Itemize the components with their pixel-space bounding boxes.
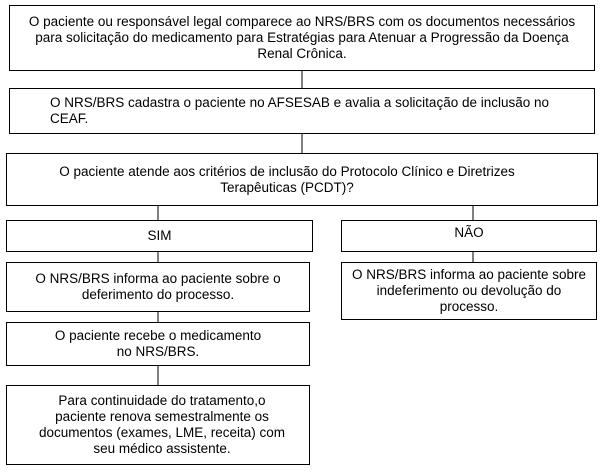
register-box <box>9 88 595 134</box>
decision-text: O paciente atende aos critérios de inclusão do Protocolo Clínico e Diretrizes Terapêuticas (PCDT)? <box>59 163 515 195</box>
receive-text: O paciente recebe o medicamento no NRS/BRS. <box>54 328 262 359</box>
no-inform-box <box>341 262 597 320</box>
yes-label-box <box>6 220 313 252</box>
start-box <box>9 5 595 71</box>
yes-label: SIM <box>147 228 172 243</box>
no-inform-text: O NRS/BRS informa ao paciente sobre indeferimento ou devolução do processo. <box>351 267 587 314</box>
no-label: NÃO <box>454 225 484 240</box>
renew-box <box>6 385 310 465</box>
renew-text: Para continuidade do tratamento,o paciente renova semestralmente os documentos (exames, LME, receita) com seu médico assistente. <box>38 393 286 456</box>
no-label-box <box>341 220 597 252</box>
yes-inform-box <box>6 262 310 312</box>
register-text: O NRS/BRS cadastra o paciente no AFSESAB e avalia a solicitação de inclusão no CEAF. <box>50 95 550 126</box>
yes-inform-text: O NRS/BRS informa ao paciente sobre o deferimento do processo. <box>35 271 281 302</box>
decision-box <box>6 153 598 206</box>
receive-box <box>6 322 310 366</box>
start-text: O paciente ou responsável legal comparece ao NRS/BRS com os documentos necessários para solicitação do medicamento para Estratégias para Atenuar a Progressão da Doença Renal Crônica. <box>28 14 576 61</box>
